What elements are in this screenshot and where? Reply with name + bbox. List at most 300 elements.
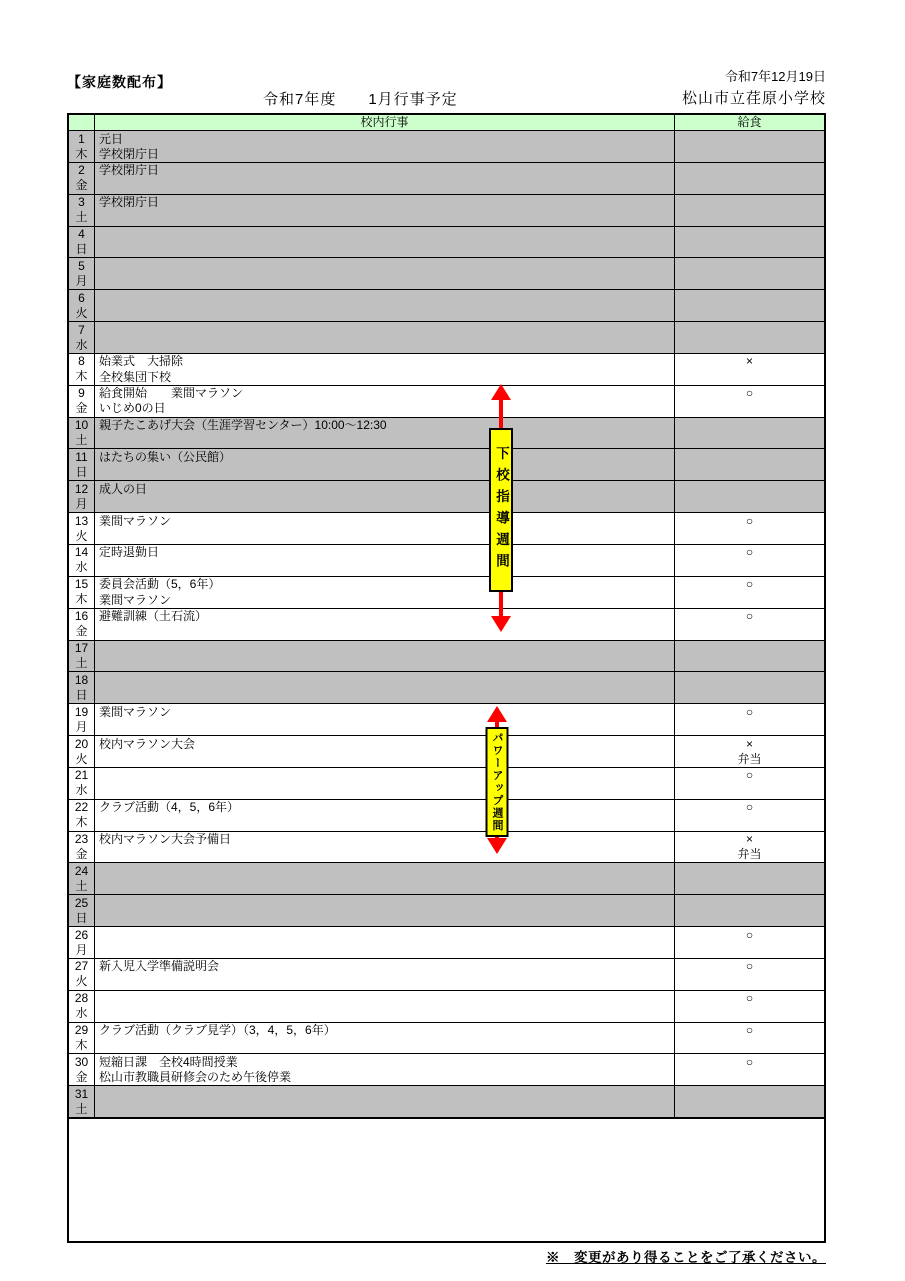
day-cell: [69, 736, 95, 767]
lunch-symbol: [675, 291, 824, 306]
day-weekday: 月: [75, 496, 88, 511]
event-line-1: 元日: [99, 131, 124, 146]
lunch-cell: [675, 1023, 824, 1054]
distribution-label: 【家庭数配布】: [67, 74, 172, 90]
event-line-1: 業間マラソン: [99, 704, 172, 719]
header-day-cell: [69, 115, 95, 130]
day-number: 21: [74, 768, 89, 783]
event-line-2: [99, 1102, 674, 1117]
event-line-2: 学校閉庁日: [99, 146, 160, 161]
day-cell: [69, 577, 95, 608]
events-cell: [95, 163, 675, 194]
lunch-cell: [675, 1086, 824, 1117]
lunch-symbol: [675, 450, 824, 465]
events-cell: [95, 545, 675, 576]
day-cell: [69, 418, 95, 449]
event-line-2: [99, 847, 674, 862]
lunch-note: [675, 975, 824, 990]
schedule-row: [69, 608, 824, 640]
footer-note: ※ 変更があり得ることをご了承ください。: [546, 1250, 826, 1265]
lunch-symbol: ○: [745, 1023, 754, 1038]
event-line-1: [99, 991, 674, 1006]
event-line-1: 校内マラソン大会予備日: [99, 832, 232, 847]
event-line-2: [99, 274, 674, 289]
day-number: 10: [74, 418, 89, 433]
schedule-row: [69, 130, 824, 162]
day-weekday: 土: [75, 656, 88, 670]
events-cell: [95, 227, 675, 258]
event-line-1: [99, 227, 674, 242]
events-cell: [95, 641, 675, 672]
lunch-cell: [675, 927, 824, 958]
events-cell: [95, 481, 675, 512]
lunch-symbol: [675, 418, 824, 433]
event-line-1: [99, 259, 674, 274]
lunch-note: [675, 1102, 824, 1117]
day-weekday: 木: [75, 815, 88, 830]
events-cell: [95, 736, 675, 767]
day-weekday: 土: [75, 210, 88, 225]
day-weekday: 金: [75, 401, 88, 416]
event-line-1: [99, 1087, 674, 1102]
lunch-cell: [675, 704, 824, 735]
day-weekday: 水: [75, 783, 88, 798]
arrow-up-icon: [487, 706, 507, 722]
schedule-row: [69, 990, 824, 1022]
lunch-cell: [675, 1054, 824, 1085]
day-number: 1: [78, 131, 85, 146]
event-line-1: 避難訓練（土石流）: [99, 609, 208, 624]
lunch-note: [675, 1070, 824, 1085]
schedule-row: [69, 1022, 824, 1054]
event-line-2: [99, 497, 674, 512]
event-line-1: 親子たこあげ大会（生涯学習センター）10:00～12:30: [99, 418, 387, 433]
table-header-row: [69, 115, 824, 130]
lunch-symbol: ○: [745, 386, 754, 401]
lunch-symbol: ○: [745, 768, 754, 783]
day-weekday: 水: [75, 1006, 88, 1021]
lunch-symbol: [675, 195, 824, 210]
lunch-cell: [675, 863, 824, 894]
lunch-cell: [675, 959, 824, 990]
lunch-note: [675, 1006, 824, 1021]
day-cell: [69, 1086, 95, 1117]
day-cell: [69, 290, 95, 321]
schedule-row: [69, 448, 824, 480]
day-weekday: 金: [75, 1069, 88, 1084]
schedule-rows: [69, 130, 824, 1117]
day-weekday: 金: [75, 847, 88, 862]
schedule-row: [69, 226, 824, 258]
lunch-note: 弁当: [737, 751, 762, 766]
lunch-cell: [675, 322, 824, 353]
lunch-note: [675, 242, 824, 257]
lunch-note: [675, 179, 824, 194]
day-cell: [69, 449, 95, 480]
day-cell: [69, 1023, 95, 1054]
day-cell: [69, 863, 95, 894]
lunch-cell: [675, 736, 824, 767]
event-line-1: 短縮日課 全校4時間授業: [99, 1054, 238, 1069]
schedule-row: [69, 926, 824, 958]
event-line-1: 始業式 大掃除: [99, 354, 184, 369]
lunch-symbol: [675, 864, 824, 879]
day-number: 28: [74, 991, 89, 1006]
day-number: 19: [74, 704, 89, 719]
event-line-2: [99, 656, 674, 671]
events-cell: [95, 1086, 675, 1117]
day-cell: [69, 959, 95, 990]
day-number: 16: [74, 609, 89, 624]
day-weekday: 金: [75, 624, 88, 639]
lunch-note: [675, 911, 824, 926]
day-cell: [69, 1054, 95, 1085]
schedule-row: [69, 671, 824, 703]
lunch-cell: [675, 386, 824, 417]
day-cell: [69, 768, 95, 799]
day-weekday: 火: [75, 974, 88, 989]
schedule-row: [69, 831, 824, 863]
day-cell: [69, 513, 95, 544]
lunch-note: [675, 1038, 824, 1053]
lunch-symbol: ○: [745, 577, 754, 592]
lunch-symbol: ○: [745, 991, 754, 1006]
events-cell: [95, 609, 675, 640]
lunch-symbol: [675, 673, 824, 688]
page-title: 令和7年度 1月行事予定: [263, 91, 458, 108]
day-weekday: 木: [75, 1038, 88, 1053]
day-weekday: 木: [75, 369, 88, 384]
lunch-note: [675, 688, 824, 703]
event-line-2: [99, 1006, 674, 1021]
day-number: 13: [74, 513, 89, 528]
day-weekday: 水: [75, 560, 88, 575]
day-weekday: 日: [75, 910, 88, 925]
lunch-symbol: [675, 132, 824, 147]
lunch-cell: [675, 131, 824, 162]
day-number: 18: [74, 672, 89, 687]
event-line-2: [99, 688, 674, 703]
day-number: 17: [74, 641, 89, 655]
schedule-row: [69, 735, 824, 767]
lunch-cell: [675, 290, 824, 321]
lunch-note: [675, 465, 824, 480]
lunch-note: [675, 593, 824, 608]
day-number: 27: [74, 959, 89, 974]
event-line-1: [99, 896, 674, 911]
event-line-1: [99, 864, 674, 879]
lunch-note: [675, 210, 824, 225]
lunch-symbol: ○: [745, 609, 754, 624]
event-line-2: [99, 433, 674, 448]
lunch-symbol: [675, 227, 824, 242]
schedule-row: [69, 1085, 824, 1117]
school-name: 松山市立荏原小学校: [681, 90, 826, 107]
schedule-row: [69, 321, 824, 353]
lunch-note: [675, 529, 824, 544]
lunch-symbol: ○: [745, 545, 754, 560]
schedule-row: [69, 289, 824, 321]
day-weekday: 土: [75, 1101, 88, 1116]
day-number: 12: [74, 481, 89, 496]
day-weekday: 日: [75, 242, 88, 257]
lunch-symbol: [675, 1087, 824, 1102]
events-cell: [95, 863, 675, 894]
event-line-2: [99, 784, 674, 799]
event-line-2: 全校集団下校: [99, 369, 172, 384]
banner-label: パワーアップ週間: [486, 727, 509, 837]
lunch-cell: [675, 195, 824, 226]
schedule-row: [69, 385, 824, 417]
day-weekday: 日: [75, 687, 88, 702]
lunch-symbol: [675, 482, 824, 497]
schedule-row: [69, 576, 824, 608]
event-line-2: [99, 1038, 674, 1053]
day-weekday: 土: [75, 878, 88, 893]
day-cell: [69, 895, 95, 926]
lunch-cell: [675, 672, 824, 703]
event-line-1: [99, 291, 674, 306]
schedule-row: [69, 257, 824, 289]
lunch-cell: [675, 768, 824, 799]
day-number: 8: [78, 354, 85, 369]
events-cell: [95, 800, 675, 831]
lunch-cell: [675, 227, 824, 258]
arrow-up-icon: [491, 384, 511, 400]
schedule-row: [69, 417, 824, 449]
events-cell: [95, 927, 675, 958]
lunch-note: [675, 943, 824, 958]
lunch-symbol: [675, 259, 824, 274]
header-lunch-cell: 給食: [737, 115, 762, 129]
lunch-symbol: [675, 641, 824, 656]
lunch-note: [675, 879, 824, 894]
day-cell: [69, 195, 95, 226]
schedule-row: [69, 544, 824, 576]
lunch-cell: [675, 418, 824, 449]
lunch-note: [675, 433, 824, 448]
lunch-symbol: [675, 323, 824, 338]
event-line-2: [99, 975, 674, 990]
document-date: 令和7年12月19日: [724, 69, 826, 84]
event-line-1: [99, 323, 674, 338]
event-line-2: [99, 210, 674, 225]
event-line-1: 業間マラソン: [99, 513, 172, 528]
lunch-cell: [675, 991, 824, 1022]
event-line-1: 成人の日: [99, 481, 148, 496]
day-weekday: 火: [75, 305, 88, 320]
day-number: 2: [78, 163, 85, 178]
event-line-1: クラブ活動（4，5，6年）: [99, 800, 240, 815]
lunch-cell: [675, 163, 824, 194]
day-cell: [69, 322, 95, 353]
week-banner-dismissal-guidance: [483, 384, 519, 632]
lunch-note: [675, 401, 824, 416]
lunch-note: [675, 497, 824, 512]
event-line-2: [99, 943, 674, 958]
event-line-2: [99, 720, 674, 735]
event-line-2: [99, 624, 674, 639]
lunch-note: [675, 656, 824, 671]
schedule-row: [69, 894, 824, 926]
event-line-1: [99, 768, 674, 783]
schedule-row: [69, 862, 824, 894]
event-line-2: [99, 879, 674, 894]
day-cell: [69, 832, 95, 863]
day-cell: [69, 641, 95, 672]
day-weekday: 火: [75, 528, 88, 543]
lunch-cell: [675, 481, 824, 512]
day-number: 31: [74, 1086, 89, 1101]
event-line-2: [99, 752, 674, 767]
day-number: 22: [74, 800, 89, 815]
banner-label: 下校指導週間: [489, 428, 513, 592]
lunch-cell: [675, 513, 824, 544]
day-number: 23: [74, 832, 89, 847]
schedule-row: [69, 162, 824, 194]
event-line-1: 学校閉庁日: [99, 163, 160, 178]
lunch-cell: [675, 800, 824, 831]
week-banner-power-up: [479, 706, 515, 854]
event-line-1: クラブ活動（クラブ見学）（3，4，5，6年）: [99, 1023, 336, 1038]
day-weekday: 日: [75, 464, 88, 479]
schedule-row: [69, 194, 824, 226]
event-line-1: [99, 673, 674, 688]
events-cell: [95, 290, 675, 321]
events-cell: [95, 386, 675, 417]
day-number: 11: [75, 449, 88, 464]
events-cell: [95, 449, 675, 480]
day-cell: [69, 609, 95, 640]
schedule-row: [69, 958, 824, 990]
lunch-cell: [675, 641, 824, 672]
schedule-table: [67, 113, 826, 1243]
lunch-symbol: ○: [745, 704, 754, 719]
day-cell: [69, 386, 95, 417]
event-line-2: [99, 465, 674, 480]
lunch-note: [675, 720, 824, 735]
arrow-down-icon: [487, 838, 507, 854]
day-number: 3: [78, 195, 85, 210]
event-line-1: 学校閉庁日: [99, 195, 160, 210]
lunch-cell: [675, 832, 824, 863]
schedule-row: [69, 703, 824, 735]
day-cell: [69, 927, 95, 958]
lunch-symbol: ×: [745, 736, 753, 751]
day-cell: [69, 354, 95, 385]
day-cell: [69, 800, 95, 831]
schedule-row: [69, 1053, 824, 1085]
events-cell: [95, 513, 675, 544]
event-line-2: [99, 529, 674, 544]
lunch-symbol: ○: [745, 927, 754, 942]
notes-empty-box: [69, 1117, 824, 1241]
events-cell: [95, 322, 675, 353]
event-line-1: 委員会活動（5，6年）: [99, 577, 221, 592]
lunch-note: [675, 147, 824, 162]
events-cell: [95, 672, 675, 703]
lunch-note: [675, 370, 824, 385]
event-line-2: [99, 306, 674, 321]
events-cell: [95, 258, 675, 289]
event-line-1: [99, 928, 674, 943]
schedule-row: [69, 480, 824, 512]
event-line-2: [99, 911, 674, 926]
events-cell: [95, 1023, 675, 1054]
events-cell: [95, 354, 675, 385]
lunch-cell: [675, 609, 824, 640]
day-cell: [69, 163, 95, 194]
events-cell: [95, 991, 675, 1022]
lunch-note: [675, 306, 824, 321]
arrow-down-icon: [491, 616, 511, 632]
lunch-cell: [675, 577, 824, 608]
lunch-symbol: [675, 163, 824, 178]
lunch-note: [675, 338, 824, 353]
lunch-symbol: ○: [745, 959, 754, 974]
day-cell: [69, 704, 95, 735]
schedule-row: [69, 353, 824, 385]
events-cell: [95, 131, 675, 162]
day-number: 29: [74, 1023, 89, 1038]
lunch-note: [675, 624, 824, 639]
schedule-row: [69, 512, 824, 544]
events-cell: [95, 704, 675, 735]
lunch-note: [675, 274, 824, 289]
day-cell: [69, 545, 95, 576]
day-number: 9: [78, 386, 85, 401]
day-number: 7: [78, 322, 85, 337]
day-weekday: 月: [75, 942, 88, 957]
lunch-note: [675, 815, 824, 830]
schedule-row: [69, 767, 824, 799]
event-line-1: はたちの集い（公民館）: [99, 449, 232, 464]
lunch-symbol: ×: [745, 832, 753, 847]
day-number: 24: [74, 863, 89, 878]
event-line-1: 定時退勤日: [99, 545, 160, 560]
day-cell: [69, 672, 95, 703]
event-line-1: 新入児入学準備説明会: [99, 959, 220, 974]
lunch-symbol: ○: [745, 513, 754, 528]
lunch-cell: [675, 354, 824, 385]
day-weekday: 月: [75, 273, 88, 288]
day-number: 4: [78, 227, 85, 242]
day-number: 6: [78, 290, 85, 305]
day-cell: [69, 227, 95, 258]
lunch-note: 弁当: [737, 847, 762, 862]
lunch-note: [675, 784, 824, 799]
events-cell: [95, 1054, 675, 1085]
day-number: 5: [78, 258, 85, 273]
event-line-1: [99, 641, 674, 656]
day-number: 30: [74, 1054, 89, 1069]
lunch-note: [675, 561, 824, 576]
lunch-cell: [675, 258, 824, 289]
lunch-cell: [675, 545, 824, 576]
events-cell: [95, 195, 675, 226]
event-line-2: 業間マラソン: [99, 592, 172, 607]
day-weekday: 火: [75, 751, 88, 766]
event-line-2: [99, 242, 674, 257]
events-cell: [95, 959, 675, 990]
lunch-symbol: ×: [745, 354, 753, 369]
lunch-cell: [675, 895, 824, 926]
schedule-row: [69, 640, 824, 672]
day-weekday: 木: [75, 592, 88, 607]
event-line-1: 給食開始 業間マラソン: [99, 386, 244, 401]
day-cell: [69, 991, 95, 1022]
events-cell: [95, 768, 675, 799]
